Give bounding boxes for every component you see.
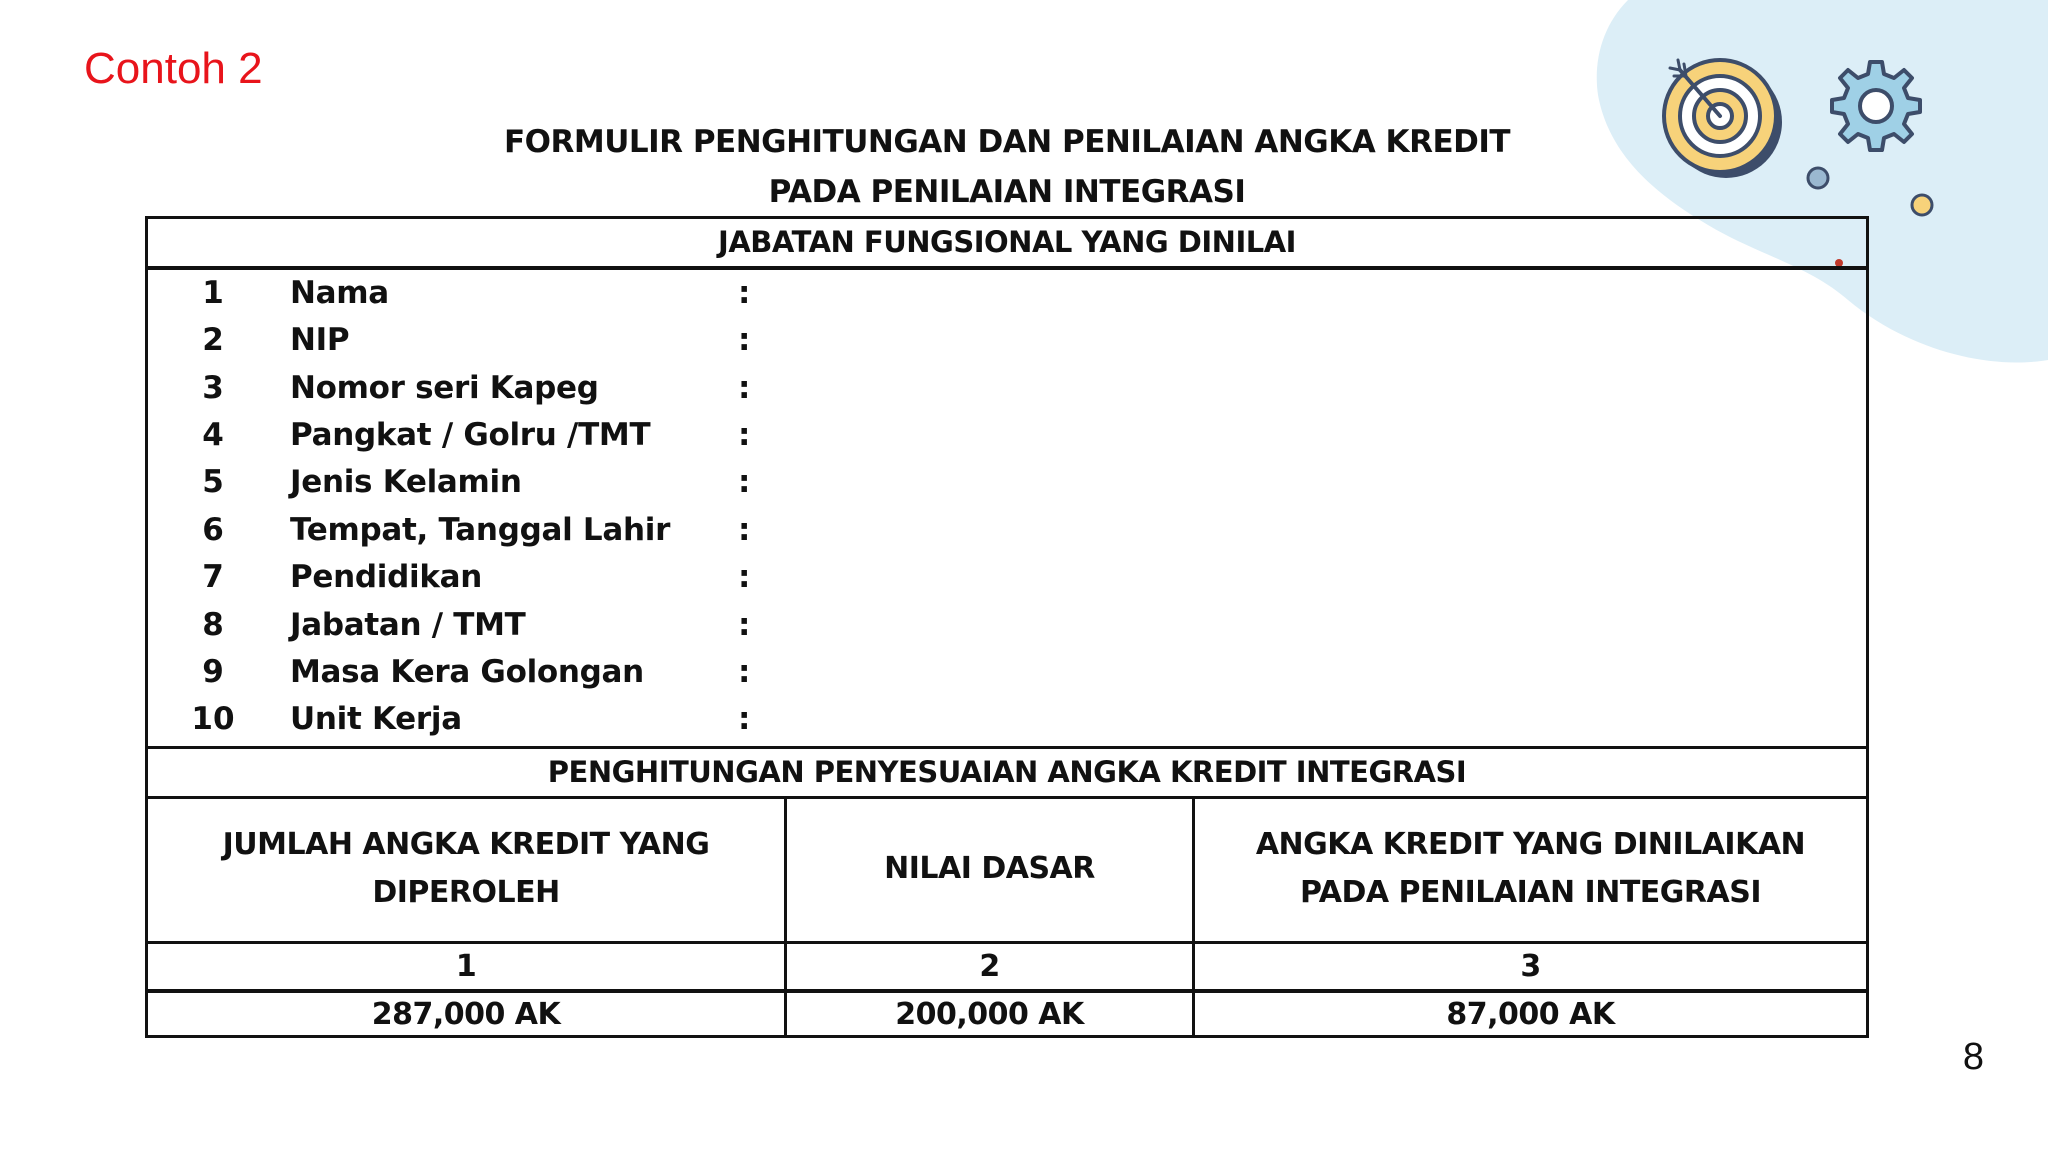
field-label: Nomor seri Kapeg	[290, 370, 599, 406]
field-row	[148, 601, 1866, 649]
field-row	[148, 648, 1866, 696]
form-box	[145, 216, 1869, 1038]
field-number: 7	[202, 559, 224, 595]
field-label: Nama	[290, 275, 389, 311]
table-header-cell: ANGKA KREDIT YANG DINILAIKAN PADA PENILAIAN INTEGRASI	[1192, 796, 1866, 941]
field-number: 10	[191, 701, 235, 737]
form-title-line1: FORMULIR PENGHITUNGAN DAN PENILAIAN ANGKA KREDIT	[503, 124, 1511, 160]
field-colon: :	[738, 654, 751, 690]
field-row	[148, 458, 1866, 506]
field-colon: :	[738, 370, 751, 406]
results-table	[148, 796, 1866, 1035]
section2-header: PENGHITUNGAN PENYESUAIAN ANGKA KREDIT INTEGRASI	[148, 746, 1866, 799]
target-icon	[1660, 56, 1785, 181]
field-colon: :	[738, 322, 751, 358]
field-label: Pangkat / Golru /TMT	[290, 417, 651, 453]
field-label: NIP	[290, 322, 350, 358]
field-number: 3	[202, 370, 224, 406]
field-colon: :	[738, 464, 751, 500]
table-value-cell: 287,000 AK	[148, 989, 784, 1035]
field-number: 1	[202, 275, 224, 311]
field-row	[148, 269, 1866, 317]
field-row	[148, 553, 1866, 601]
field-row	[148, 364, 1866, 412]
field-number: 9	[202, 654, 224, 690]
form-title-line2: PADA PENILAIAN INTEGRASI	[768, 174, 1246, 210]
dot-yellow-icon	[1909, 192, 1935, 218]
field-colon: :	[738, 559, 751, 595]
page-number: 8	[1962, 1036, 1984, 1078]
section1-header: JABATAN FUNGSIONAL YANG DINILAI	[148, 219, 1866, 270]
table-value-cell: 87,000 AK	[1192, 989, 1866, 1035]
field-number: 4	[202, 417, 224, 453]
field-label: Unit Kerja	[290, 701, 462, 737]
table-number-cell: 1	[148, 941, 784, 989]
field-row	[148, 506, 1866, 554]
table-number-cell: 2	[784, 941, 1192, 989]
slide-label: Contoh 2	[84, 44, 263, 93]
field-colon: :	[738, 275, 751, 311]
field-colon: :	[738, 701, 751, 737]
field-number: 5	[202, 464, 224, 500]
table-value-cell: 200,000 AK	[784, 989, 1192, 1035]
table-header-cell: JUMLAH ANGKA KREDIT YANG DIPEROLEH	[222, 826, 710, 910]
field-colon: :	[738, 607, 751, 643]
field-number: 8	[202, 607, 224, 643]
field-colon: :	[738, 512, 751, 548]
field-label: Tempat, Tanggal Lahir	[290, 512, 671, 548]
field-number: 2	[202, 322, 224, 358]
field-colon: :	[738, 417, 751, 453]
field-row	[148, 411, 1866, 459]
field-row	[148, 695, 1866, 743]
field-label: Pendidikan	[290, 559, 483, 595]
field-label: Jabatan / TMT	[290, 607, 526, 643]
field-number: 6	[202, 512, 224, 548]
field-label: Masa Kera Golongan	[290, 654, 644, 690]
field-label: Jenis Kelamin	[290, 464, 522, 500]
table-header-cell: NILAI DASAR	[784, 796, 1192, 941]
field-row	[148, 316, 1866, 364]
table-number-cell: 3	[1192, 941, 1866, 989]
